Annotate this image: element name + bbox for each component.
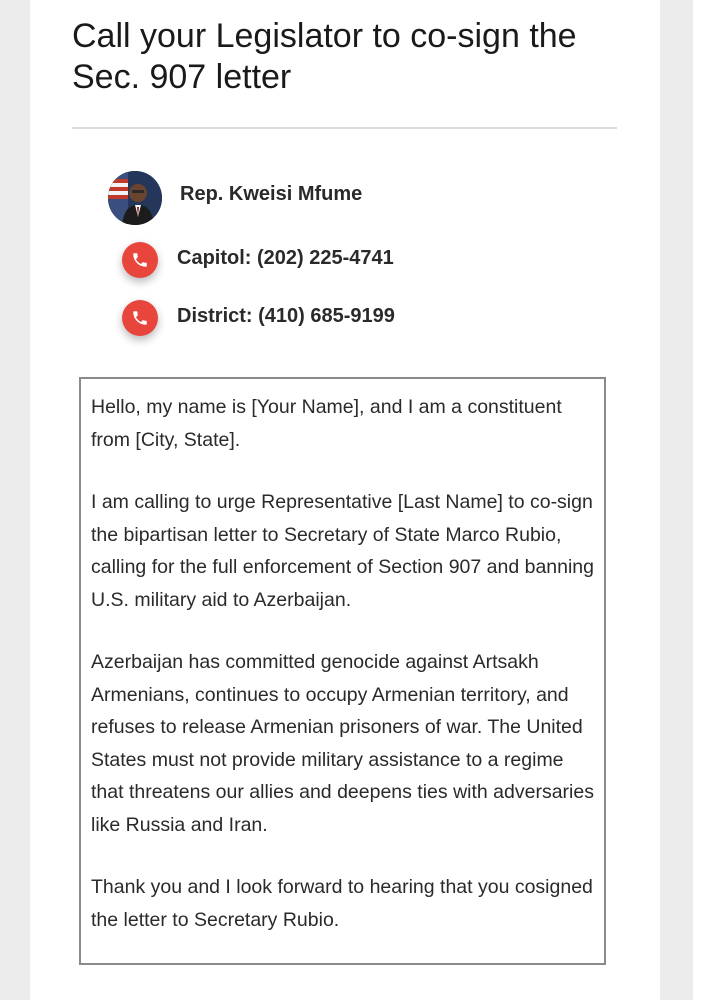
- portrait-icon: [108, 171, 162, 225]
- capitol-call-button[interactable]: [122, 242, 158, 278]
- district-phone-number[interactable]: District: (410) 685-9199: [177, 305, 395, 327]
- content-card: [30, 0, 660, 1000]
- title-divider: [72, 127, 617, 129]
- phone-icon: [131, 251, 149, 269]
- call-script-textarea[interactable]: [79, 377, 606, 965]
- script-paragraph-closing: Thank you and I look forward to hearing that you cosigned the letter to Secretary Rubio.: [91, 876, 593, 931]
- legislator-name: Rep. Kweisi Mfume: [180, 183, 363, 205]
- district-call-button[interactable]: [122, 300, 158, 336]
- page-title: Call your Legislator to co-sign the Sec. 907 letter: [72, 17, 577, 96]
- page-edge: [693, 0, 703, 1000]
- script-paragraph-greeting: Hello, my name is [Your Name], and I am a constituent from [City, State].: [91, 396, 562, 451]
- capitol-phone-number[interactable]: Capitol: (202) 225-4741: [177, 247, 394, 269]
- phone-icon: [131, 309, 149, 327]
- script-paragraph-reason: Azerbaijan has committed genocide against Artsakh Armenians, continues to occupy Armenian territory, and refuses to release Armenian prisoners of war. The United States must not provide military assistance to a regime that threatens our allies and deepens ties with adversaries like Russia and Iran.: [91, 651, 594, 836]
- legislator-avatar: [108, 171, 162, 225]
- script-paragraph-request: I am calling to urge Representative [Last Name] to co-sign the bipartisan letter to Secretary of State Marco Rubio, calling for the full enforcement of Section 907 and banning U.S. military aid to Azerbaijan.: [91, 491, 595, 611]
